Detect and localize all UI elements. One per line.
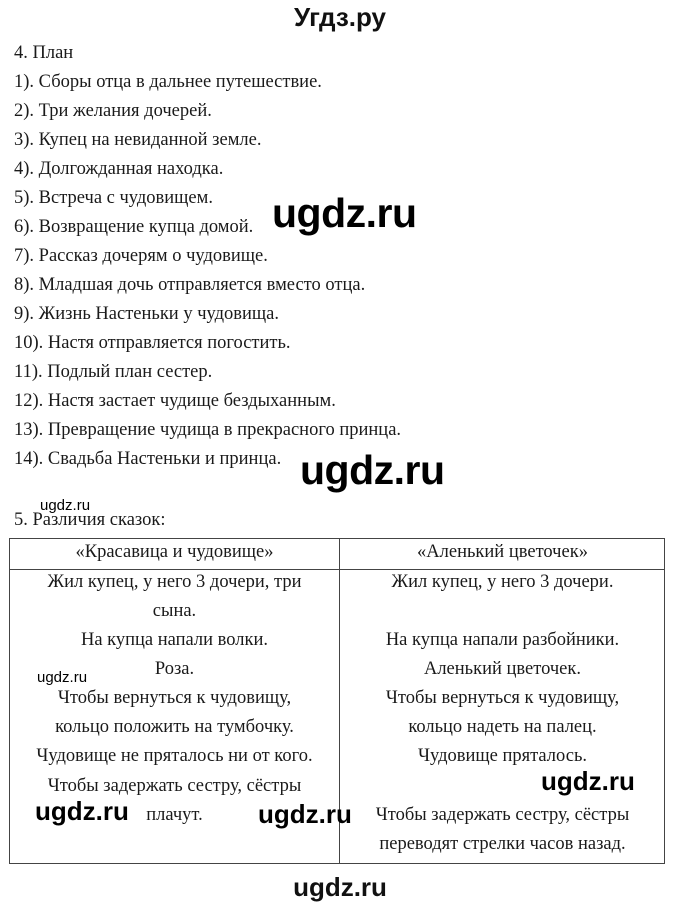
watermark: ugdz.ru	[272, 190, 417, 236]
watermark: ugdz.ru	[300, 447, 445, 493]
table-cell-left: сына.	[152, 601, 197, 621]
table-cell-left: Жил купец, у него 3 дочери, три	[47, 572, 302, 592]
watermark: ugdz.ru	[541, 766, 635, 796]
table-cell-right: Чудовище пряталось.	[417, 746, 588, 766]
plan-item: 12). Настя застает чудище бездыханным.	[14, 391, 336, 411]
plan-item: 5). Встреча с чудовищем.	[14, 188, 213, 208]
table-cell-left: Чудовище не пряталось ни от кого.	[36, 746, 313, 766]
table-cell-right: переводят стрелки часов назад.	[379, 834, 626, 854]
watermark: ugdz.ru	[258, 799, 352, 829]
differences-heading: 5. Различия сказок:	[14, 510, 166, 530]
plan-item: 2). Три желания дочерей.	[14, 101, 212, 121]
plan-item: 10). Настя отправляется погостить.	[14, 333, 291, 353]
table-cell-left: плачут.	[146, 805, 203, 825]
table-header-left: «Красавица и чудовище»	[75, 542, 274, 562]
plan-item: 11). Подлый план сестер.	[14, 362, 213, 382]
table-cell-right: Аленький цветочек.	[423, 659, 582, 679]
header-divider	[10, 569, 664, 570]
table-cell-left: На купца напали волки.	[80, 630, 269, 650]
plan-item: 7). Рассказ дочерям о чудовище.	[14, 246, 268, 266]
table-cell-right: кольцо надеть на палец.	[408, 717, 597, 737]
plan-item: 8). Младшая дочь отправляется вместо отца.	[14, 275, 366, 295]
table-cell-right: Жил купец, у него 3 дочери.	[391, 572, 614, 592]
plan-item: 6). Возвращение купца домой.	[14, 217, 254, 237]
plan-item: 14). Свадьба Настеньки и принца.	[14, 449, 282, 469]
table-cell-right: На купца напали разбойники.	[385, 630, 620, 650]
table-cell-left: Роза.	[154, 659, 195, 679]
plan-item: 1). Сборы отца в дальнее путешествие.	[14, 72, 322, 92]
site-title: Угдз.ру	[294, 2, 386, 32]
table-cell-left: Чтобы задержать сестру, сёстры	[47, 776, 302, 796]
plan-item: 4). Долгожданная находка.	[14, 159, 224, 179]
watermark: ugdz.ru	[37, 669, 88, 686]
table-cell-left: Чтобы вернуться к чудовищу,	[57, 688, 292, 708]
table-cell-right: Чтобы вернуться к чудовищу,	[385, 688, 620, 708]
plan-item: 3). Купец на невиданной земле.	[14, 130, 262, 150]
table-header-right: «Аленький цветочек»	[417, 542, 588, 562]
plan-heading: 4. План	[14, 43, 74, 63]
watermark: ugdz.ru	[35, 796, 129, 826]
plan-item: 13). Превращение чудища в прекрасного принца.	[14, 420, 402, 440]
table-cell-right: Чтобы задержать сестру, сёстры	[375, 805, 630, 825]
table-cell-left: кольцо положить на тумбочку.	[55, 717, 294, 737]
footer-watermark: ugdz.ru	[293, 872, 387, 902]
watermark: ugdz.ru	[40, 497, 91, 514]
plan-item: 9). Жизнь Настеньки у чудовища.	[14, 304, 279, 324]
